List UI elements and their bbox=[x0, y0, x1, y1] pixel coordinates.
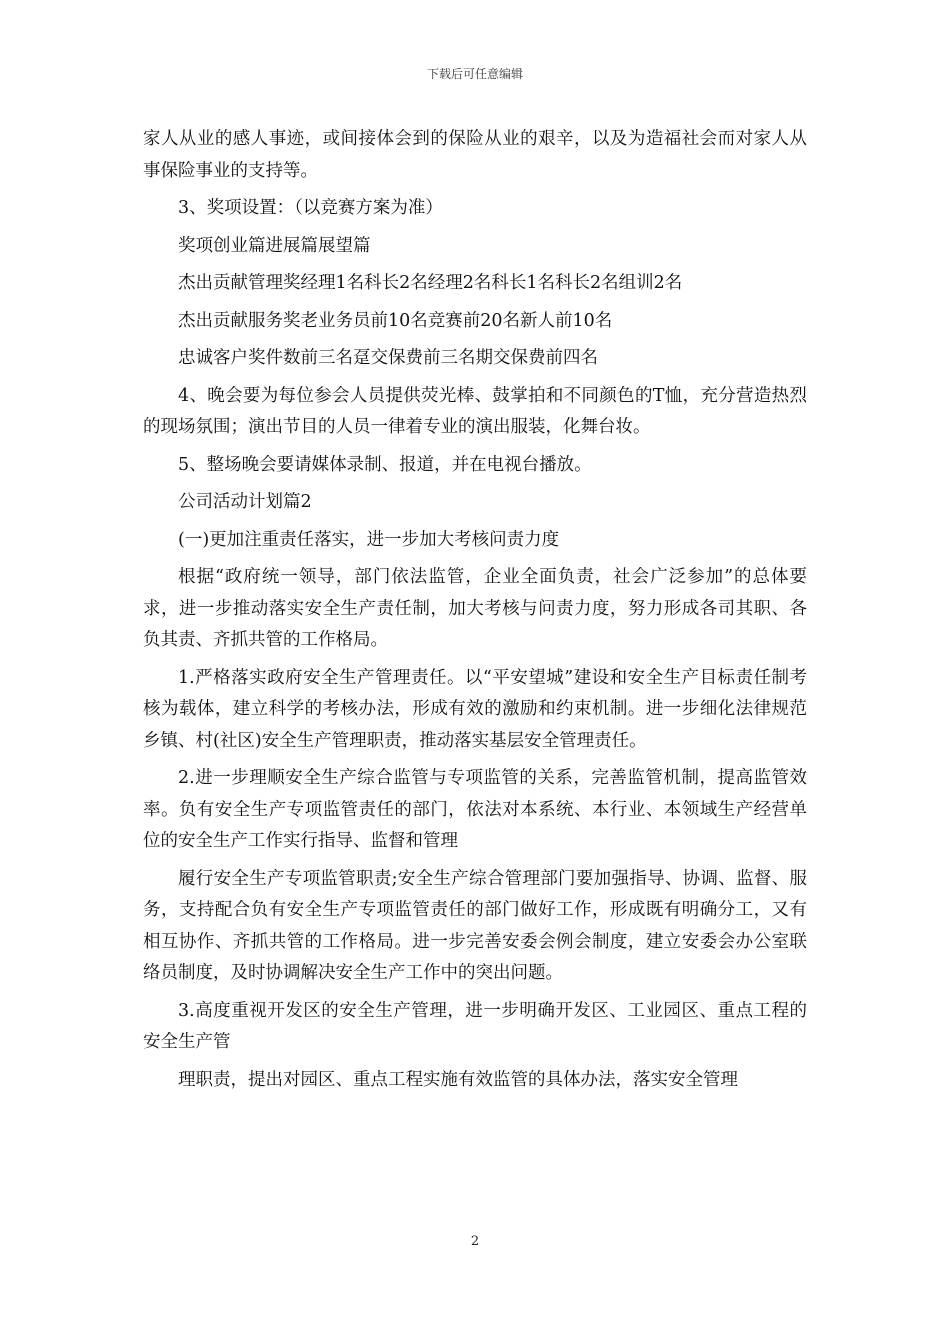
subsection-title-responsibility: (一)更加注重责任落实，进一步加大考核问责力度 bbox=[178, 529, 560, 550]
page-number: 2 bbox=[470, 1234, 480, 1249]
paragraph-general-requirement: 根据“政府统一领导，部门依法监管，企业全面负责，社会广泛参加”的总体要求，进一步推动落实安全生产责任制，加大考核与问责力度，努力形成各司其职、各负其责、齐抓共管的工作格局。 bbox=[143, 567, 807, 650]
paragraph-gala-props: 4、晚会要为每位参会人员提供荧光棒、鼓掌拍和不同颜色的T恤，充分营造热烈的现场氛围；演出节目的人员一律着专业的演出服装，化舞台妆。 bbox=[143, 385, 807, 437]
document-body bbox=[143, 124, 807, 1102]
paragraph-item-3-continued: 理职责，提出对园区、重点工程实施有效监管的具体办法，落实安全管理 bbox=[178, 1069, 738, 1090]
paragraph-award-categories: 奖项创业篇进展篇展望篇 bbox=[178, 235, 371, 256]
section-title-plan-2: 公司活动计划篇2 bbox=[178, 492, 312, 512]
paragraph-award-setup: 3、奖项设置：（以竞赛方案为准） bbox=[178, 198, 443, 218]
paragraph-continuation: 家人从业的感人事迹，或间接体会到的保险从业的艰辛，以及为造福社会而对家人从事保险事业的支持等。 bbox=[143, 129, 807, 181]
paragraph-management-award: 杰出贡献管理奖经理1名科长2名经理2名科长1名科长2名组训2名 bbox=[178, 273, 683, 293]
paragraph-item-2: 2.进一步理顺安全生产综合监管与专项监管的关系，完善监管机制，提高监管效率。负有安全生产专项监管责任的部门，依法对本系统、本行业、本领域生产经营单位的安全生产工作实行指导、监督和管理 bbox=[143, 768, 807, 851]
paragraph-item-3: 3.高度重视开发区的安全生产管理，进一步明确开发区、工业园区、重点工程的安全生产管 bbox=[143, 1000, 807, 1052]
paragraph-media: 5、整场晚会要请媒体录制、报道，并在电视台播放。 bbox=[178, 454, 592, 475]
paragraph-item-1: 1.严格落实政府安全生产管理责任。以“平安望城”建设和安全生产目标责任制考核为载体，建立科学的考核办法，形成有效的激励和约束机制。进一步细化法律规范乡镇、村(社区)安全生产管理职责，推动落实基层安全管理责任。 bbox=[143, 667, 807, 751]
paragraph-service-award: 杰出贡献服务奖老业务员前10名竞赛前20名新人前10名 bbox=[178, 310, 613, 331]
paragraph-customer-award: 忠诚客户奖件数前三名趸交保费前三名期交保费前四名 bbox=[178, 348, 598, 368]
paragraph-item-2-continued: 履行安全生产专项监管职责;安全生产综合管理部门要加强指导、协调、监督、服务，支持配合负有安全生产专项监管责任的部门做好工作，形成既有明确分工，又有相互协作、齐抓共管的工作格局。进一步完善安委会例会制度，建立安委会办公室联络员制度，及时协调解决安全生产工作中的突出问题。 bbox=[143, 868, 807, 983]
page-header: 下载后可任意编辑 bbox=[426, 67, 523, 81]
